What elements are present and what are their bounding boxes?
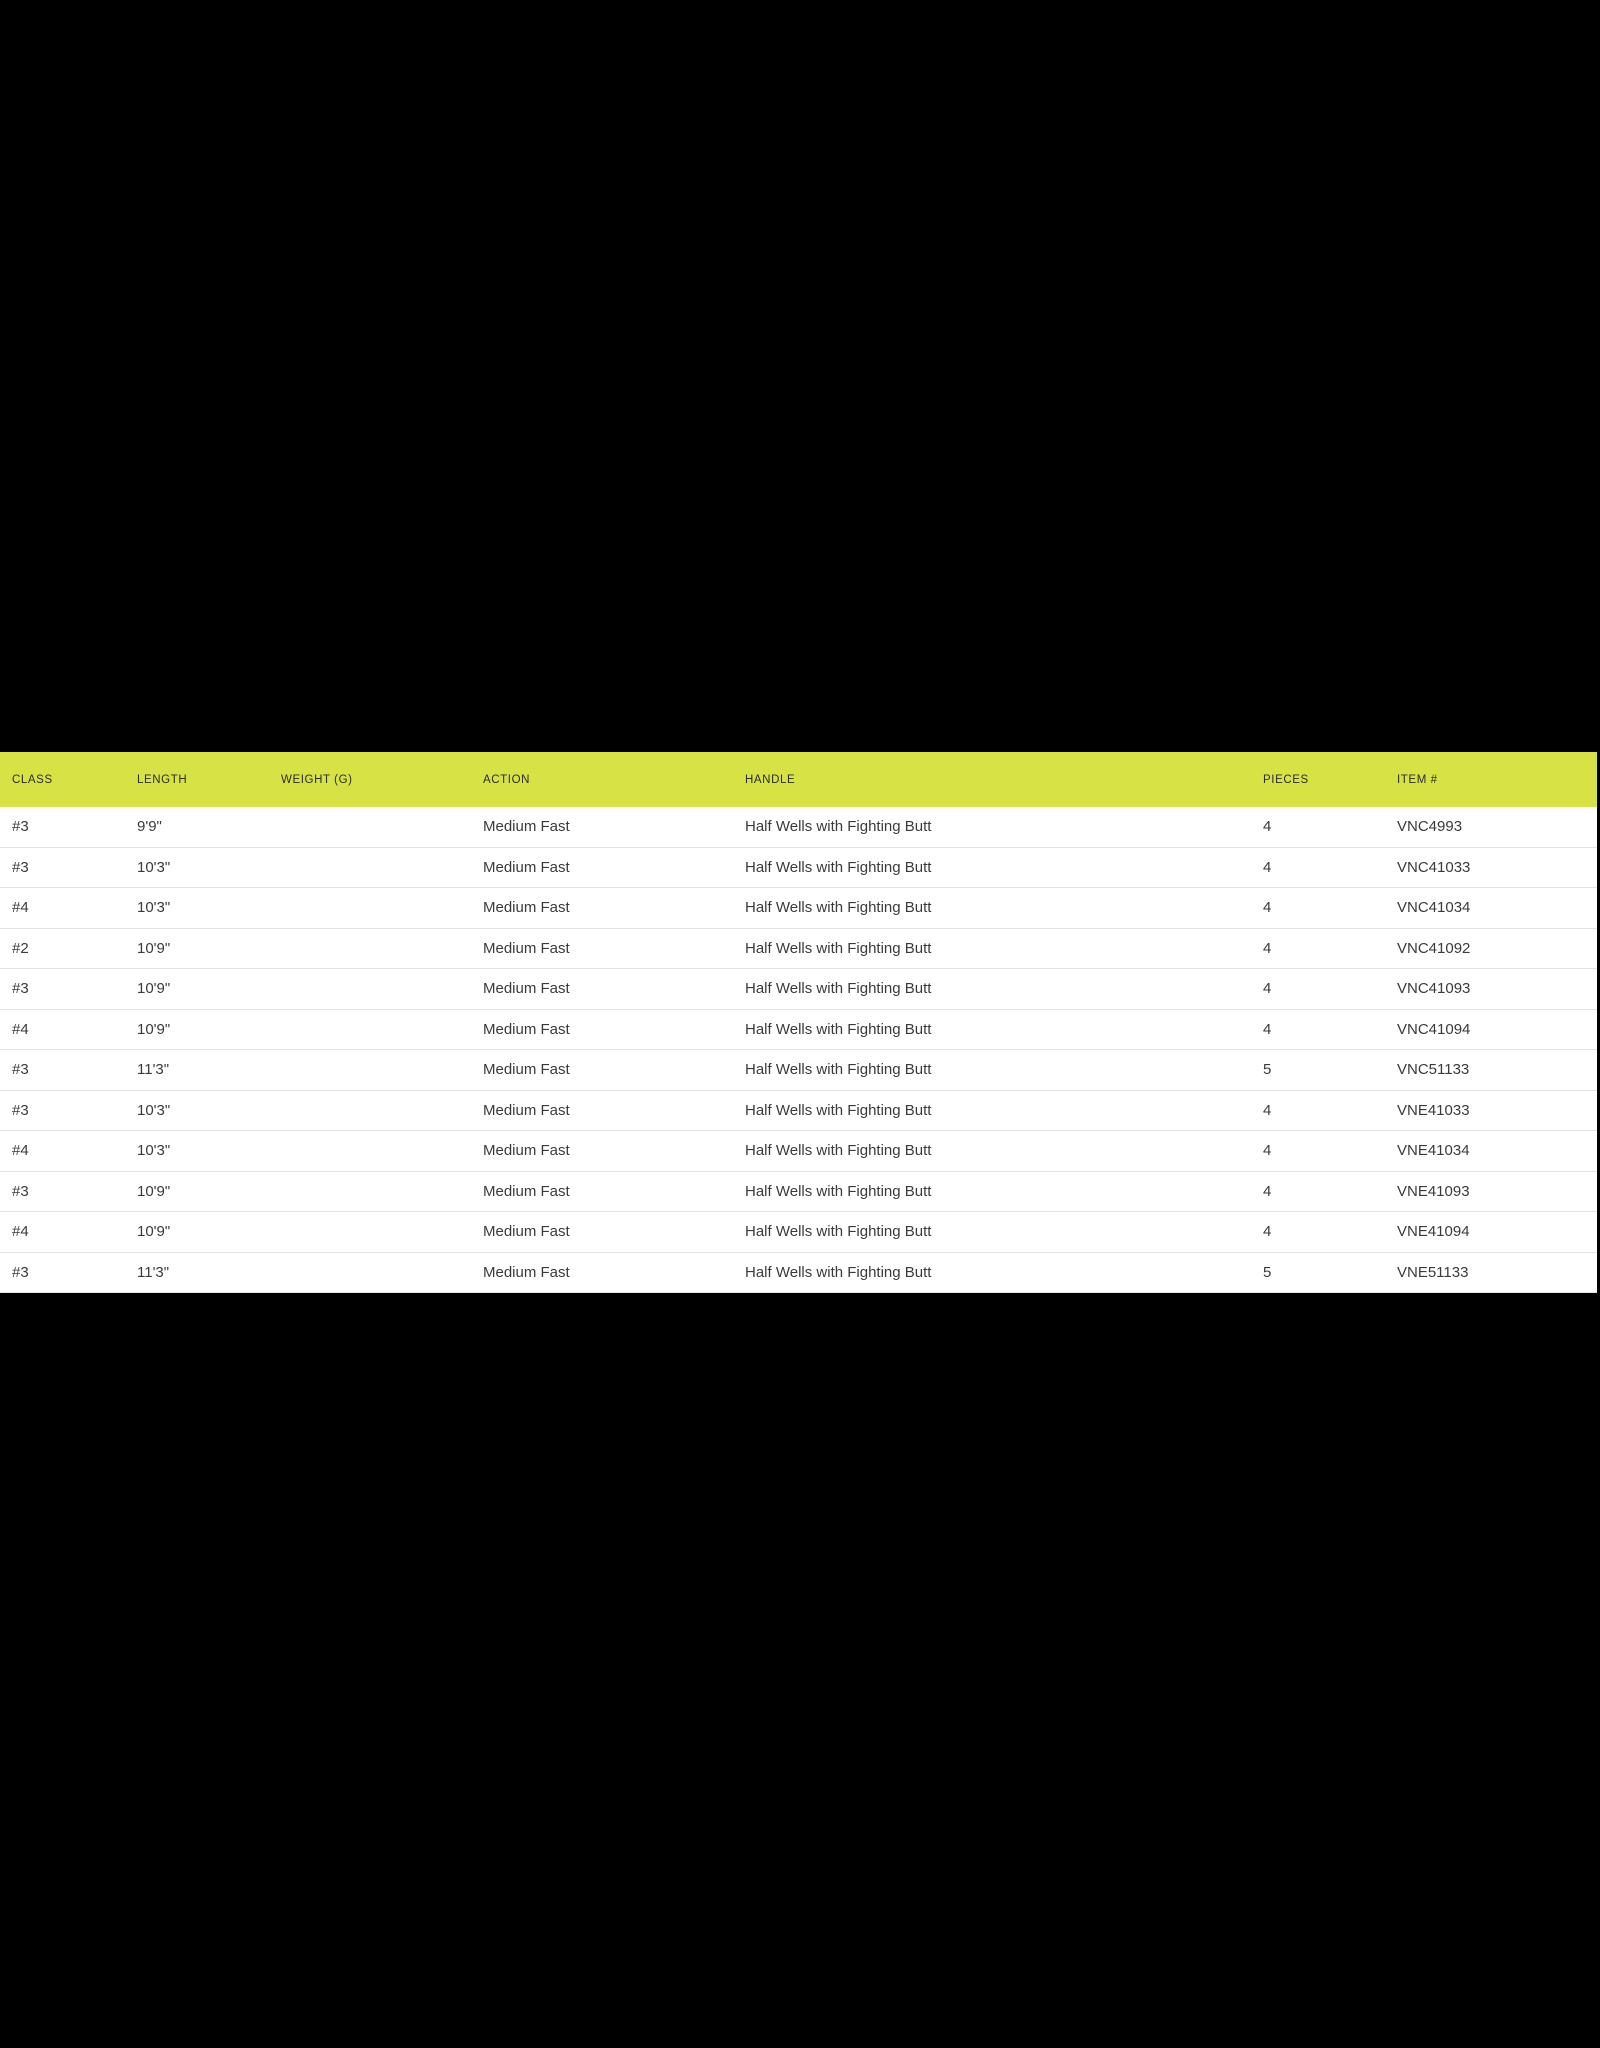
table-row [0,1050,1597,1091]
table-row [0,848,1597,889]
cell-weight [269,1212,471,1252]
cell-pieces: 5 [1263,1061,1272,1079]
cell-pieces: 5 [1263,1263,1272,1281]
cell-handle: Half Wells with Fighting Butt [745,939,932,957]
cell-length: 10'9" [137,980,171,998]
cell-action: Medium Fast [483,899,570,917]
cell-length: 11'3" [137,1263,170,1281]
cell-item: VNE41093 [1397,1182,1470,1200]
cell-handle: Half Wells with Fighting Butt [745,1182,932,1200]
cell-action: Medium Fast [483,1263,570,1281]
cell-item: VNC41033 [1397,858,1471,876]
cell-weight [269,969,471,1009]
table-row [0,1010,1597,1051]
cell-length: 10'3" [137,1101,171,1119]
cell-class: #2 [12,939,29,957]
table-row [0,888,1597,929]
cell-handle: Half Wells with Fighting Butt [745,818,932,836]
cell-weight [269,848,471,888]
cell-length: 10'3" [137,899,171,917]
cell-handle: Half Wells with Fighting Butt [745,899,932,917]
cell-handle: Half Wells with Fighting Butt [745,980,932,998]
cell-action: Medium Fast [483,1142,570,1160]
cell-class: #3 [12,1182,29,1200]
cell-handle: Half Wells with Fighting Butt [745,1223,932,1241]
column-header-action: ACTION [483,773,531,786]
column-header-item: ITEM # [1397,773,1438,786]
cell-class: #4 [12,1223,29,1241]
cell-item: VNC41034 [1397,899,1471,917]
cell-handle: Half Wells with Fighting Butt [745,1061,932,1079]
cell-item: VNC41092 [1397,939,1471,957]
cell-pieces: 4 [1263,980,1272,998]
cell-action: Medium Fast [483,1101,570,1119]
cell-weight [269,929,471,969]
column-header-weight: WEIGHT (G) [281,773,353,786]
table-row [0,929,1597,970]
cell-weight [269,1010,471,1050]
cell-class: #3 [12,818,29,836]
column-header-length: LENGTH [137,773,188,786]
cell-weight [269,1172,471,1212]
cell-weight [269,1253,471,1293]
cell-pieces: 4 [1263,1142,1272,1160]
cell-item: VNE41034 [1397,1142,1470,1160]
cell-action: Medium Fast [483,980,570,998]
cell-item: VNC41093 [1397,980,1471,998]
cell-class: #3 [12,1263,29,1281]
spec-table-header-row [0,752,1597,807]
cell-class: #4 [12,1142,29,1160]
column-header-handle: HANDLE [745,773,796,786]
cell-weight [269,888,471,928]
table-row [0,1212,1597,1253]
cell-handle: Half Wells with Fighting Butt [745,1142,932,1160]
cell-pieces: 4 [1263,818,1272,836]
column-header-class: CLASS [12,773,53,786]
table-row [0,807,1597,848]
cell-handle: Half Wells with Fighting Butt [745,1020,932,1038]
cell-length: 10'9" [137,1223,171,1241]
cell-pieces: 4 [1263,1020,1272,1038]
cell-handle: Half Wells with Fighting Butt [745,1263,932,1281]
cell-action: Medium Fast [483,1223,570,1241]
cell-item: VNE41033 [1397,1101,1470,1119]
cell-length: 10'3" [137,1142,171,1160]
cell-handle: Half Wells with Fighting Butt [745,858,932,876]
cell-class: #4 [12,899,29,917]
cell-pieces: 4 [1263,1182,1272,1200]
cell-pieces: 4 [1263,1223,1272,1241]
cell-action: Medium Fast [483,1061,570,1079]
table-row [0,969,1597,1010]
cell-class: #3 [12,1101,29,1119]
cell-item: VNE41094 [1397,1223,1470,1241]
cell-action: Medium Fast [483,1020,570,1038]
table-row [0,1253,1597,1294]
cell-pieces: 4 [1263,939,1272,957]
cell-item: VNC4993 [1397,818,1463,836]
spec-table [0,752,1597,1293]
table-row [0,1172,1597,1213]
table-row [0,1131,1597,1172]
cell-handle: Half Wells with Fighting Butt [745,1101,932,1119]
cell-weight [269,1091,471,1131]
cell-pieces: 4 [1263,1101,1272,1119]
cell-weight [269,1050,471,1090]
cell-item: VNC41094 [1397,1020,1471,1038]
cell-class: #3 [12,980,29,998]
cell-length: 10'9" [137,1020,171,1038]
cell-action: Medium Fast [483,1182,570,1200]
column-header-pieces: PIECES [1263,773,1309,786]
cell-weight [269,807,471,847]
cell-weight [269,1131,471,1171]
cell-action: Medium Fast [483,858,570,876]
cell-class: #4 [12,1020,29,1038]
spec-table-body [0,807,1597,1293]
table-row [0,1091,1597,1132]
cell-length: 10'3" [137,858,171,876]
cell-length: 10'9" [137,1182,171,1200]
cell-item: VNC51133 [1397,1061,1470,1079]
cell-length: 10'9" [137,939,171,957]
cell-action: Medium Fast [483,818,570,836]
cell-pieces: 4 [1263,899,1272,917]
cell-pieces: 4 [1263,858,1272,876]
cell-length: 11'3" [137,1061,170,1079]
cell-length: 9'9" [137,818,162,836]
cell-class: #3 [12,1061,29,1079]
cell-item: VNE51133 [1397,1263,1469,1281]
cell-class: #3 [12,858,29,876]
cell-action: Medium Fast [483,939,570,957]
